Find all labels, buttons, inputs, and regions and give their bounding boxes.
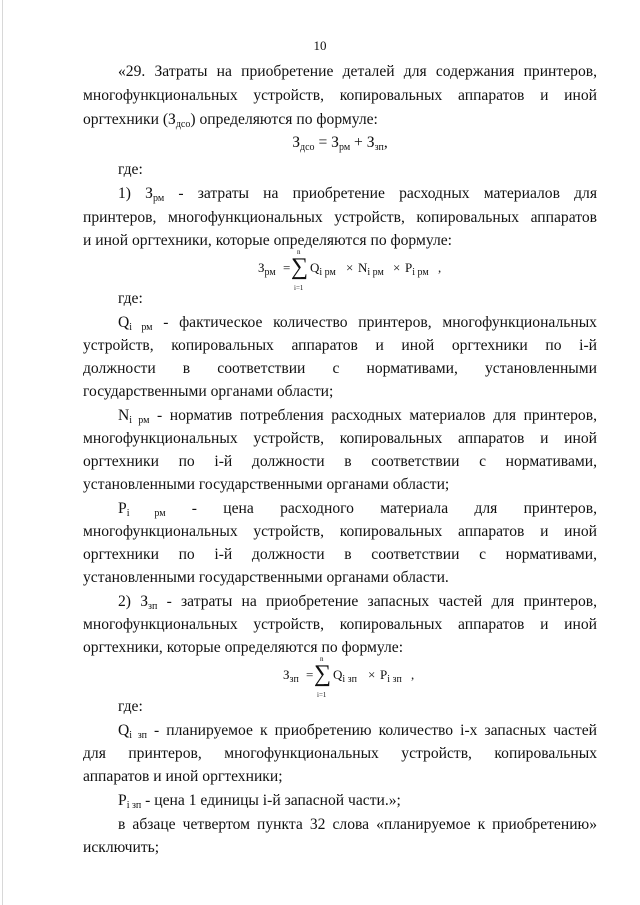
definition-q-line: государственными органами области; xyxy=(83,383,334,400)
definition-n-line: оргтехники по i-й должности в соответствии с нормативами, xyxy=(83,453,597,470)
definition-qz-line: для принтеров, многофункциональных устройств, копировальных xyxy=(83,745,597,762)
definition-qz-line: $Q_{i зп}$ - планируемое к приобретению количество i-х запасных частей xyxy=(118,722,597,741)
document-page: 10 «29. Затраты на приобретение деталей для содержания принтеров, многофункциональных устройств, копировальных аппаратов и иной оргтехники $(З_{дсо})$ определяются по формуле: $З_{дсо} = З_{рм} + З_{зп}$, где: 1) $З_{рм}$ - затраты на приобретение расходных материалов для принтеров, многофункциональных устройств, копировальных аппаратов и иной оргтехники, которые определяются по формуле: $З_{рм}$ = n ∑ i=1 $Q_{i рм}$ × $N_{i рм}$ × $P_{i рм}$ , где: $Q_{i рм}$ - фактическое количество принтеров, многофункциональных устройств, копировальных аппаратов и иной оргтехники по i-й должности в соответствии с нормативами, установленными государственными органами области; $N_{i рм}$ - норматив потребления расходных материалов для принтеров, многофункциональных устройств, копировальных аппаратов и иной оргтехники по i-й должности в соответствии с нормативами, установленными государственными органами области; $P_{i рм}$ - цена расходного материала для принтеров, многофункциональных устройств, копировальных аппаратов и иной оргтехники по i-й должности в соответствии с нормативами, установленными государственными органами области. 2) $З_{зп}$ - затраты на приобретение запасных частей для принтеров, многофункциональных устройств, копировальных аппаратов и иной оргтехники, которые определяются по формуле: $З_{зп}$ = n ∑ i=1 $Q_{i зп}$ × $P_{i зп}$ , где: $Q_{i зп}$ - планируемое к приобретению количество i-х запасных частей для принтеров, многофункциональных устройств, копировальных аппаратов и иной оргтехники; $P_{i зп}$ - цена 1 единицы i-й запасной части.»; в абзаце четвертом пункта 32 слова «планируемое к приобретению» исключить; xyxy=(0,0,640,905)
definition-q-line: $Q_{i рм}$ - фактическое количество принтеров, многофункциональных xyxy=(118,314,597,333)
page-edge xyxy=(2,0,3,905)
definition-p-line: установленными государственными органами области. xyxy=(83,569,449,586)
item-1-line: 1) $З_{рм}$ - затраты на приобретение расходных материалов для xyxy=(118,185,598,204)
definition-p-line: оргтехники по i-й должности в соответствии с нормативами, xyxy=(83,546,597,563)
item-1-line: и иной оргтехники, которые определяются по формуле: xyxy=(83,232,452,249)
where-label: где: xyxy=(118,290,143,307)
definition-n-line: установленными государственными органами области; xyxy=(83,476,450,493)
page-number: 10 xyxy=(313,38,327,53)
amendment-line: в абзаце четвертом пункта 32 слова «планируемое к приобретению» xyxy=(118,816,597,833)
amendment-line: исключить; xyxy=(83,839,160,856)
definition-n-line: $N_{i рм}$ - норматив потребления расходных материалов для принтеров, xyxy=(118,407,597,426)
paragraph-29-line: многофункциональных устройств, копировальных аппаратов и иной xyxy=(83,87,597,104)
definition-p-line: многофункциональных устройств, копировальных аппаратов и иной xyxy=(83,523,597,540)
item-2-line: многофункциональных устройств, копировальных аппаратов и иной xyxy=(83,616,597,633)
definition-q-line: устройств, копировальных аппаратов и иной оргтехники по i-й xyxy=(83,337,597,354)
item-1-line: принтеров, многофункциональных устройств, копировальных аппаратов xyxy=(83,209,597,226)
where-label: где: xyxy=(118,161,143,178)
paragraph-29-line: «29. Затраты на приобретение деталей для содержания принтеров, xyxy=(118,63,597,80)
definition-n-line: многофункциональных устройств, копировальных аппаратов и иной xyxy=(83,430,597,447)
paragraph-29-line: оргтехники $(З_{дсо})$ определяются по формуле: xyxy=(83,111,378,130)
formula-total: $З_{дсо} = З_{рм} + З_{зп}$, xyxy=(292,134,388,153)
item-2-line: оргтехники, которые определяются по формуле: xyxy=(83,639,404,656)
where-label: где: xyxy=(118,698,143,715)
definition-pz-line: $P_{i зп}$ - цена 1 единицы i-й запасной части.»; xyxy=(118,792,401,811)
definition-q-line: должности в соответствии с нормативами, установленными xyxy=(83,360,597,377)
definition-p-line: $P_{i рм}$ - цена расходного материала для принтеров, xyxy=(118,500,597,519)
item-2-line: 2) $З_{зп}$ - затраты на приобретение запасных частей для принтеров, xyxy=(118,593,598,612)
definition-qz-line: аппаратов и иной оргтехники; xyxy=(83,768,283,785)
